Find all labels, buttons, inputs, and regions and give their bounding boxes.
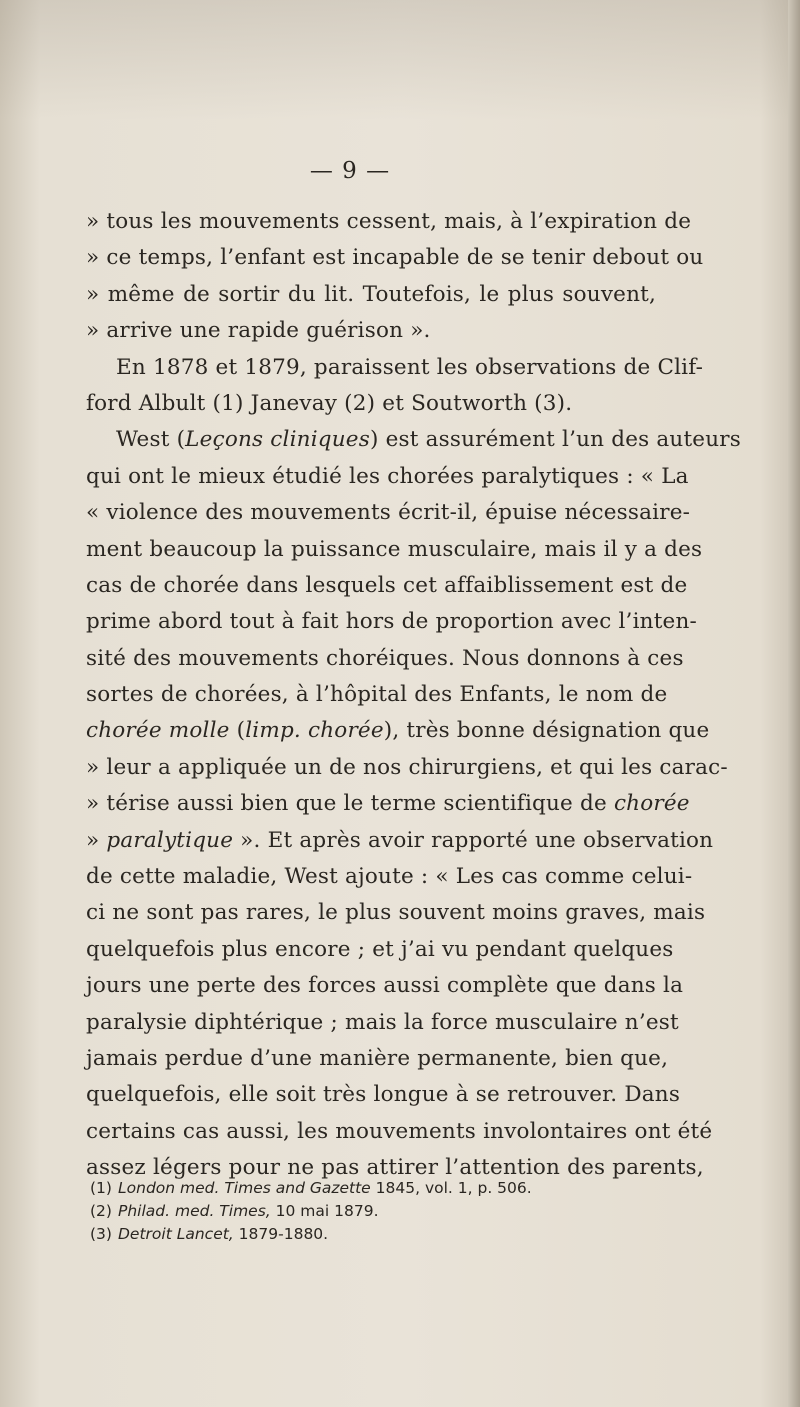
text-line bbox=[86, 968, 684, 1004]
italic-text: chorée molle bbox=[86, 718, 230, 744]
text-run: jours une perte des forces aussi complète que dans la bbox=[86, 973, 684, 999]
text-run: » bbox=[86, 791, 107, 817]
text-run: cas de chorée dans lesquels cet affaiblissement est de bbox=[86, 572, 688, 598]
text-run: même de sortir du lit. Toutefois, le plus souvent, bbox=[107, 281, 657, 307]
page-binding-edge bbox=[788, 0, 800, 1407]
text-run: quelquefois, elle soit très longue à se retrouver. Dans bbox=[86, 1082, 681, 1108]
footnote-source-title: Philad. med. Times, bbox=[118, 1202, 271, 1220]
page-shadow bbox=[0, 0, 800, 120]
footnote-text: 10 mai 1879. bbox=[270, 1202, 379, 1220]
italic-text: limp. chorée bbox=[245, 718, 384, 744]
text-run: En 1878 et 1879, paraissent les observations de Clif- bbox=[116, 354, 704, 380]
text-line bbox=[86, 313, 656, 349]
text-line bbox=[86, 386, 656, 422]
text-line bbox=[86, 459, 689, 495]
text-line bbox=[86, 277, 656, 313]
text-run: ce temps, l’enfant est incapable de se tenir debout ou bbox=[106, 245, 704, 271]
text-run: » bbox=[86, 318, 107, 344]
text-line bbox=[86, 713, 710, 749]
footnote-source-title: Detroit Lancet, bbox=[118, 1225, 234, 1243]
footnote-source-title: London med. Times and Gazette bbox=[118, 1179, 371, 1197]
body-text bbox=[86, 204, 741, 1187]
text-line bbox=[86, 1005, 679, 1041]
footnote bbox=[90, 1223, 690, 1246]
text-run: ». Et après avoir rapporté une observation bbox=[233, 827, 714, 853]
text-line bbox=[86, 677, 668, 713]
text-run: certains cas aussi, les mouvements involontaires ont été bbox=[86, 1118, 713, 1144]
text-line bbox=[86, 1041, 669, 1077]
text-run: sortes de chorées, à l’hôpital des Enfants, le nom de bbox=[86, 682, 668, 708]
footnote bbox=[90, 1177, 690, 1200]
text-run: ford Albult (1) Janevay (2) et Soutworth (3). bbox=[86, 390, 573, 416]
text-run: sité des mouvements choréiques. Nous donnons à ces bbox=[86, 645, 684, 671]
footnote-text: 1879-1880. bbox=[233, 1225, 329, 1243]
italic-text: chorée bbox=[613, 791, 690, 817]
text-run: qui ont le mieux étudié les chorées paralytiques : « La bbox=[86, 463, 689, 489]
text-line bbox=[86, 786, 690, 822]
text-run: ( bbox=[229, 718, 246, 744]
page-number: — 9 — bbox=[309, 158, 391, 184]
text-run: prime abord tout à fait hors de proportion avec l’inten- bbox=[86, 609, 697, 635]
text-line bbox=[86, 568, 688, 604]
text-run: » bbox=[86, 245, 107, 271]
text-run: arrive une rapide guérison ». bbox=[106, 318, 431, 344]
text-line bbox=[86, 932, 674, 968]
text-run: » bbox=[86, 209, 107, 234]
text-run: leur a appliquée un de nos chirurgiens, et qui les carac- bbox=[106, 754, 728, 780]
footnote-text: 1845, vol. 1, p. 506. bbox=[370, 1179, 532, 1197]
text-run: ci ne sont pas rares, le plus souvent moins graves, mais bbox=[86, 900, 706, 926]
italic-text: Leçons cliniques bbox=[185, 427, 370, 453]
text-line bbox=[86, 895, 706, 931]
text-line bbox=[86, 859, 693, 895]
text-run: » bbox=[86, 754, 107, 780]
text-line bbox=[86, 204, 692, 240]
text-run: ment beaucoup la puissance musculaire, mais il y a des bbox=[86, 536, 703, 562]
text-run: tous les mouvements cessent, mais, à l’expiration de bbox=[106, 209, 692, 234]
text-run: jamais perdue d’une manière permanente, bien que, bbox=[86, 1045, 669, 1071]
text-run: ), très bonne désignation que bbox=[383, 718, 710, 744]
text-run: paralysie diphtérique ; mais la force musculaire n’est bbox=[86, 1009, 679, 1035]
text-line bbox=[86, 1114, 713, 1150]
footnotes bbox=[90, 1177, 690, 1246]
text-run: » bbox=[86, 827, 107, 853]
italic-text: paralytique bbox=[106, 827, 234, 853]
text-run: West ( bbox=[116, 427, 186, 453]
text-run: » bbox=[86, 281, 108, 307]
text-run: quelquefois plus encore ; et j’ai vu pendant quelques bbox=[86, 936, 674, 962]
text-line bbox=[86, 350, 704, 386]
footnote bbox=[90, 1200, 690, 1223]
footnote-number: (1) bbox=[90, 1179, 112, 1197]
text-line bbox=[86, 750, 728, 786]
text-run: de cette maladie, West ajoute : « Les cas comme celui- bbox=[86, 864, 693, 890]
text-line bbox=[86, 532, 703, 568]
text-line bbox=[86, 823, 714, 859]
text-line bbox=[86, 1077, 681, 1113]
footnote-number: (3) bbox=[90, 1225, 112, 1243]
text-line bbox=[86, 495, 691, 531]
text-run: térise aussi bien que le terme scientifique de bbox=[106, 791, 614, 817]
text-line bbox=[86, 604, 697, 640]
footnote-number: (2) bbox=[90, 1202, 112, 1220]
text-run: « violence des mouvements écrit-il, épuise nécessaire- bbox=[86, 500, 691, 526]
text-run: ) est assurément l’un des auteurs bbox=[369, 427, 741, 453]
text-line bbox=[86, 422, 741, 458]
text-run: assez légers pour ne pas attirer l’attention des parents, bbox=[86, 1155, 704, 1181]
text-line bbox=[86, 641, 684, 677]
text-line bbox=[86, 240, 704, 276]
